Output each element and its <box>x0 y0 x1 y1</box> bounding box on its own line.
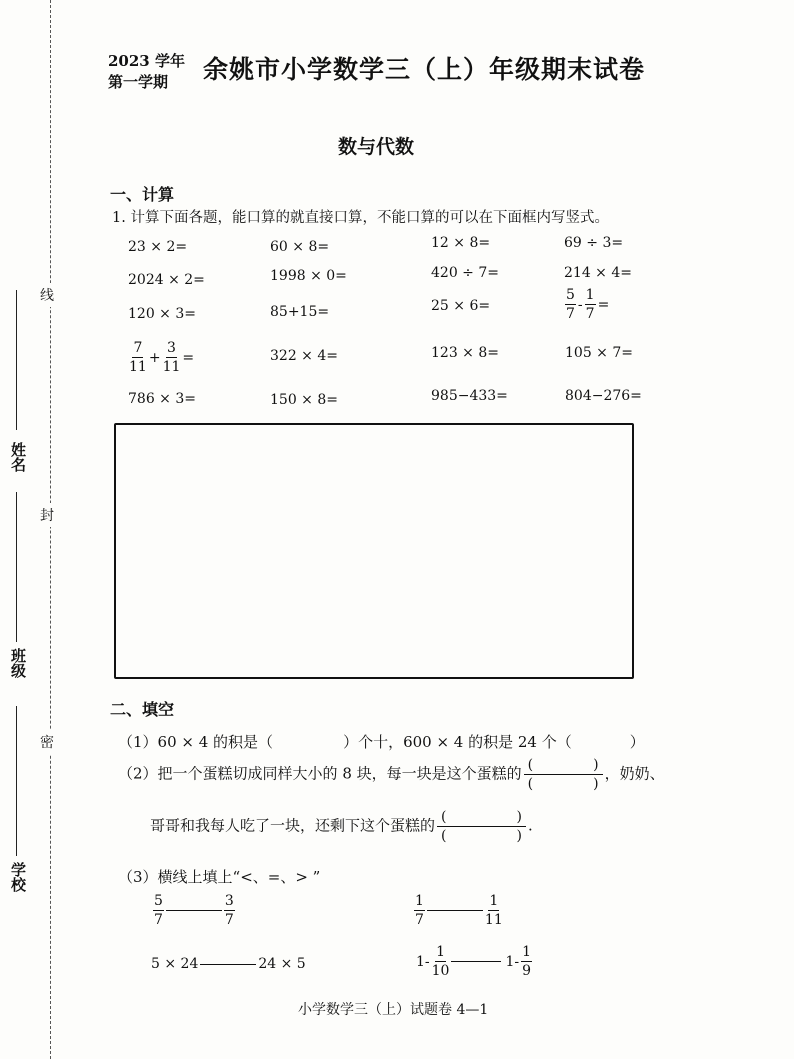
name-line <box>16 290 17 430</box>
fraction: $\frac{3}{11}$ <box>162 340 181 375</box>
fraction-expression: $\frac{5}{7}$ - $\frac{1}{7}$ = <box>566 287 610 322</box>
fill-question-1: （1）60 × 4 的积是（ ）个十，600 × 4 的积是 24 个（ ） <box>118 733 645 751</box>
calc-item: 1998 × 0= <box>270 268 347 284</box>
fraction: $\frac{1}{7}$ <box>415 893 424 928</box>
calc-item: 2024 × 2= <box>128 272 205 288</box>
fraction: $\frac{7}{11}$ <box>129 340 147 375</box>
question-1-instruction: 1. 计算下面各题，能口算的就直接口算，不能口算的可以在下面框内写竖式。 <box>112 210 609 226</box>
seal-seal-char: 封 <box>40 503 54 527</box>
fraction: $\frac{3}{7}$ <box>224 893 234 928</box>
binding-dashed-line <box>50 0 51 1059</box>
compare-blank[interactable] <box>451 961 501 962</box>
calc-item: 69 ÷ 3= <box>564 235 624 251</box>
fraction: $\frac{1}{10}$ <box>431 944 450 979</box>
fraction: $\frac{1}{7}$ <box>585 287 595 322</box>
compare-item: 1- $\frac{1}{10}$ 1- $\frac{1}{9}$ <box>416 944 532 979</box>
calc-item: 105 × 7= <box>565 345 633 361</box>
calc-item: 120 × 3= <box>128 306 196 322</box>
calc-item: 985−433= <box>431 388 508 404</box>
section-fill-heading: 二、填空 <box>110 700 175 719</box>
fill-question-2: （2）把一个蛋糕切成同样大小的 8 块，每一块是这个蛋糕的 $\frac{( )}{( )}$ ，奶奶、 <box>118 757 665 792</box>
fraction: $\frac{1}{11}$ <box>484 893 503 928</box>
exam-title: 余姚市小学数学三（上）年级期末试卷 <box>203 55 646 84</box>
calc-item: 786 × 3= <box>128 391 196 407</box>
fraction: $\frac{1}{9}$ <box>522 944 532 979</box>
calc-item: 123 × 8= <box>431 345 499 361</box>
term-semester: 第一学期 <box>108 73 169 91</box>
class-label: 班级 <box>9 648 27 678</box>
compare-blank[interactable] <box>200 964 256 965</box>
section-calc-heading: 一、计算 <box>110 185 175 204</box>
fraction: $\frac{5}{7}$ <box>566 287 575 322</box>
calc-item: 804−276= <box>565 388 642 404</box>
school-line <box>16 706 17 856</box>
compare-item <box>414 893 503 928</box>
fraction: $\frac{5}{7}$ <box>154 893 163 928</box>
fill-question-2-cont: 哥哥和我每人吃了一块，还剩下这个蛋糕的 $\frac{( )}{( )}$ . <box>150 809 533 844</box>
calc-item: 214 × 4= <box>564 265 632 281</box>
seal-secret-char: 密 <box>40 730 54 754</box>
calc-item: 322 × 4= <box>270 348 338 364</box>
fill-question-3: （3）横线上填上“<、=、> ” <box>118 868 321 886</box>
school-label: 学校 <box>9 862 27 892</box>
calc-item: 85+15= <box>270 304 330 320</box>
vertical-calculation-box[interactable] <box>114 423 634 679</box>
calc-item: 420 ÷ 7= <box>431 265 499 281</box>
calc-item: 23 × 2= <box>128 239 188 255</box>
class-line <box>16 492 17 642</box>
compare-item <box>153 893 235 928</box>
calc-item: 150 × 8= <box>270 392 338 408</box>
calc-item: 60 × 8= <box>270 239 330 255</box>
calc-item: 25 × 6= <box>431 298 491 314</box>
fraction-answer-blank[interactable]: $\frac{( )}{( )}$ <box>437 808 526 845</box>
compare-item: 5 × 24 24 × 5 <box>151 956 306 972</box>
term-year: 2023 学年 <box>108 52 185 70</box>
seal-line-char: 线 <box>40 283 54 307</box>
compare-blank[interactable] <box>166 910 222 911</box>
fraction-expression: $\frac{7}{11}$ + $\frac{3}{11}$ = <box>129 340 195 375</box>
page-footer: 小学数学三（上）试题卷 4—1 <box>298 1002 489 1018</box>
calc-item: 12 × 8= <box>431 235 491 251</box>
compare-blank[interactable] <box>427 910 483 911</box>
name-label: 姓名 <box>9 442 27 472</box>
section-subtitle: 数与代数 <box>338 136 415 158</box>
fraction-answer-blank[interactable]: $\frac{( )}{( )}$ <box>524 756 603 793</box>
